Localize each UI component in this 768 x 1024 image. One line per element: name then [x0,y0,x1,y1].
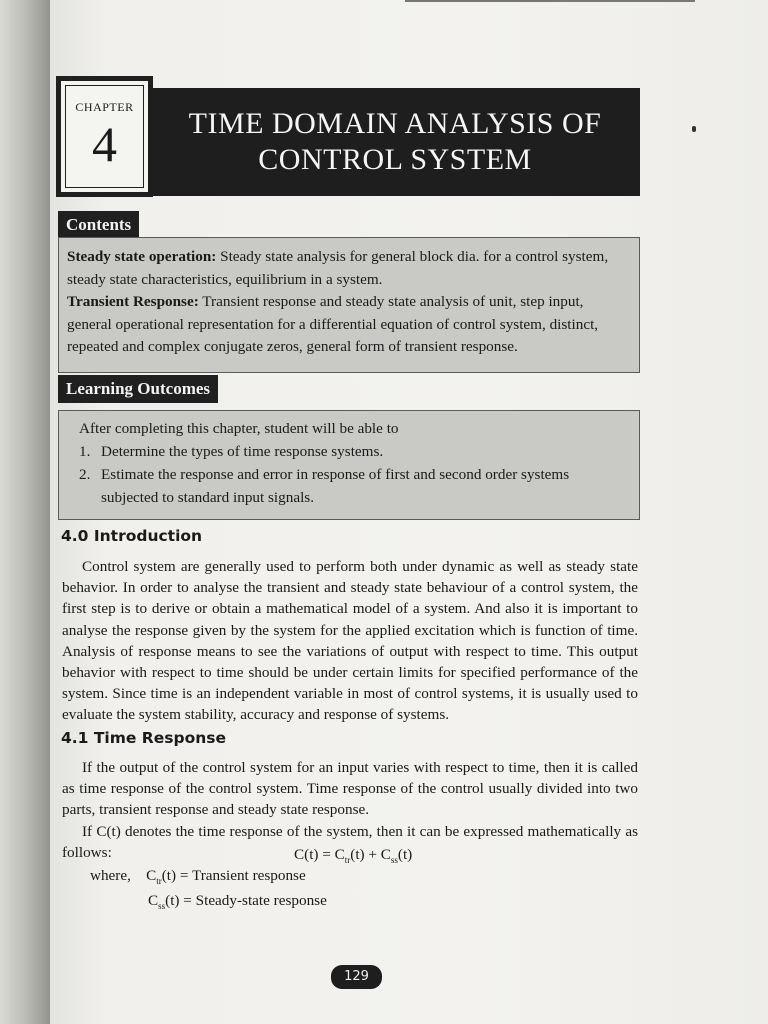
introduction-body [62,556,638,726]
definition-transient [90,866,327,891]
definitions-block [90,866,327,916]
outcome-number: 1. [79,443,91,460]
def2-symbol: C [148,892,159,910]
chapter-title-line2: CONTROL SYSTEM [258,143,532,176]
page-number: 129 [331,965,382,989]
contents-item1-text: Steady state analysis for general block dia. for a control system, steady state characteristics, equilibrium in a system. [67,248,609,288]
outcome-item [79,463,629,509]
outcome-item [79,440,629,463]
equation-end: (t) [397,846,413,863]
time-response-paragraph-2: If C(t) denotes the time response of the system, then it can be expressed mathematically as follows: [62,822,638,861]
equation-lhs: C(t) = C [294,846,345,863]
outcome-number: 2. [79,466,91,483]
print-speck [692,126,696,132]
contents-item-steady-state [67,246,631,291]
outcome-text: Determine the types of time response systems. [101,443,384,460]
chapter-title-line1: TIME DOMAIN ANALYSIS OF [188,107,602,140]
introduction-heading: 4.0 Introduction [61,527,203,545]
def1-sub: tr [156,876,162,887]
contents-item2-label: Transient Response: [67,293,199,310]
chapter-box-inner [65,85,144,188]
def1-text: (t) = Transient response [161,867,306,884]
def1-symbol: C [146,867,157,884]
outcome-text: Estimate the response and error in response of first and second order systems subjected to standard input signals. [101,466,570,506]
contents-item1-label: Steady state operation: [67,248,217,265]
time-response-equation [294,846,412,865]
where-label: where, [90,867,131,884]
learning-outcomes-heading: Learning Outcomes [58,375,218,403]
contents-box [58,237,640,373]
contents-item2-text: Transient response and steady state analysis of unit, step input, general operational representation for a differential equation of control system, distinct, repeated and complex conjugate zeros, general form of transient response. [67,293,599,355]
equation-sub-tr: tr [344,855,351,866]
contents-heading: Contents [58,211,139,239]
introduction-paragraph: Control system are generally used to perform both under dynamic as well as steady state behavior. In order to analyse the transient and steady state behaviour of a control system, the first step is to derive or obtain a mathematical model of a system. And also it is important to analyse the response given by the system for the applied excitation which is function of time. Analysis of response means to see the variations of output with respect to time. This output behavior with respect to time should be under certain limits for specified performance of the system. Since time is an independent variable in most of control systems, it is usually used to evaluate the system stability, accuracy and response of systems. [62,558,638,724]
time-response-paragraph-1: If the output of the control system for an input varies with respect to time, then it is called as time response of the control system. Time response of the control usually divided into two parts, transient response and steady state response. [62,759,638,819]
top-rule [405,0,695,2]
chapter-number: 4 [92,116,117,172]
chapter-box [56,76,153,197]
equation-mid: (t) + C [350,846,391,863]
chapter-title-banner [150,88,640,196]
definition-steady-state [90,891,327,916]
outcomes-intro: After completing this chapter, student will be able to [79,420,399,437]
contents-item-transient [67,291,631,359]
time-response-heading: 4.1 Time Response [61,729,226,747]
def2-sub: ss [158,901,166,912]
learning-outcomes-box [58,410,640,520]
chapter-label: CHAPTER [75,100,134,114]
equation-sub-ss: ss [390,855,398,866]
def2-text: (t) = Steady-state response [165,892,327,910]
